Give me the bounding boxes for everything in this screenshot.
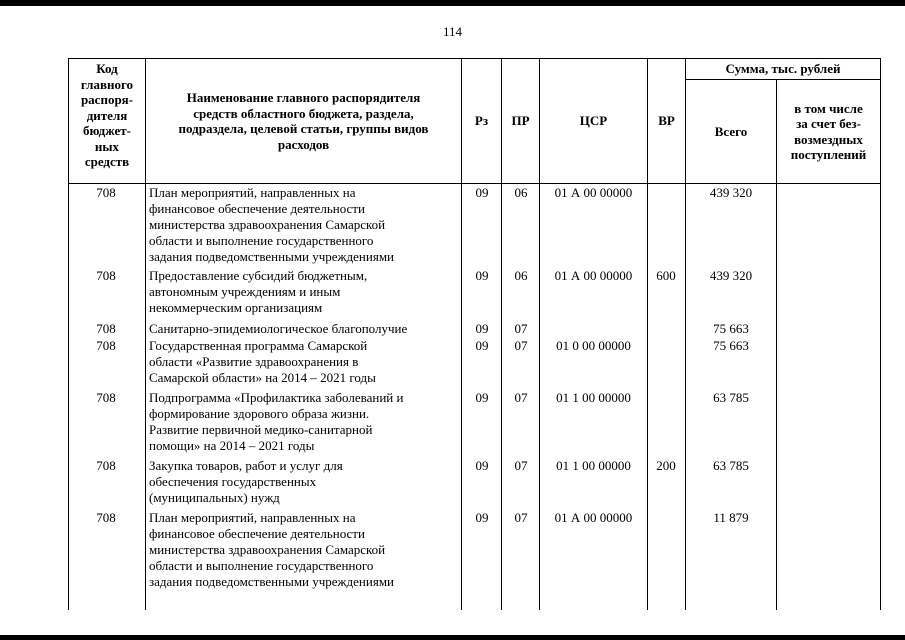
row-csr: 01 0 00 00000 bbox=[556, 338, 631, 353]
row-pr: 07 bbox=[514, 390, 528, 405]
row-name: Закупка товаров, работ и услуг для обеспечения государственных (муниципальных) нужд bbox=[149, 458, 343, 505]
column-divider bbox=[880, 184, 881, 610]
column-divider bbox=[776, 184, 777, 610]
scan-border-bottom bbox=[0, 635, 905, 640]
header-rz: Рз bbox=[474, 113, 489, 129]
header-csr: ЦСР bbox=[579, 113, 608, 129]
row-pr: 06 bbox=[514, 185, 528, 200]
row-code: 708 bbox=[96, 268, 116, 283]
row-code: 708 bbox=[96, 338, 116, 353]
page-number: 114 bbox=[442, 24, 463, 39]
row-rz: 09 bbox=[475, 510, 489, 525]
row-csr: 01 1 00 00000 bbox=[556, 390, 631, 405]
header-pr: ПР bbox=[511, 113, 530, 129]
row-name: План мероприятий, направленных на финансовое обеспечение деятельности министерства здравоохранения Самарской области и выполнение государственного задания подведомственными учреждениями bbox=[149, 185, 395, 264]
row-name: Предоставление субсидий бюджетным, автономным учреждениям и иным некоммерческим организациям bbox=[149, 268, 368, 315]
row-name: Подпрограмма «Профилактика заболеваний и формирование здорового образа жизни. Развитие первичной медико-санитарной помощи» на 2014 – 2021 годы bbox=[149, 390, 404, 453]
row-vr: 200 bbox=[656, 458, 676, 473]
row-total: 63 785 bbox=[713, 390, 749, 405]
header-divider bbox=[880, 58, 881, 184]
header-free-receipts: в том числе за счет без- возмездных поступлений bbox=[790, 100, 867, 162]
row-csr: 01 А 00 00000 bbox=[554, 185, 633, 200]
scan-border-top bbox=[0, 0, 905, 6]
column-divider bbox=[145, 184, 146, 610]
row-pr: 06 bbox=[514, 268, 528, 283]
column-divider bbox=[647, 184, 648, 610]
row-rz: 09 bbox=[475, 268, 489, 283]
row-total: 75 663 bbox=[713, 321, 749, 336]
row-code: 708 bbox=[96, 390, 116, 405]
row-rz: 09 bbox=[475, 321, 489, 336]
row-code: 708 bbox=[96, 185, 116, 200]
header-bottom-border bbox=[68, 183, 880, 184]
row-code: 708 bbox=[96, 458, 116, 473]
row-name: Государственная программа Самарской области «Развитие здравоохранения в Самарской области» на 2014 – 2021 годы bbox=[149, 338, 376, 385]
row-rz: 09 bbox=[475, 390, 489, 405]
row-rz: 09 bbox=[475, 458, 489, 473]
header-vr: ВР bbox=[658, 113, 675, 129]
row-pr: 07 bbox=[514, 510, 528, 525]
row-name: Санитарно-эпидемиологическое благополучие bbox=[149, 321, 408, 336]
row-total: 75 663 bbox=[713, 338, 749, 353]
row-vr: 600 bbox=[656, 268, 676, 283]
header-total: Всего bbox=[714, 123, 748, 139]
row-rz: 09 bbox=[475, 338, 489, 353]
row-csr: 01 1 00 00000 bbox=[556, 458, 631, 473]
row-csr: 01 А 00 00000 bbox=[554, 510, 633, 525]
row-csr: 01 А 00 00000 bbox=[554, 268, 633, 283]
row-total: 439 320 bbox=[709, 268, 753, 283]
row-total: 11 879 bbox=[713, 510, 749, 525]
row-total: 63 785 bbox=[713, 458, 749, 473]
row-rz: 09 bbox=[475, 185, 489, 200]
header-sum-title: Сумма, тыс. рублей bbox=[725, 61, 841, 77]
row-total: 439 320 bbox=[709, 185, 753, 200]
row-code: 708 bbox=[96, 321, 116, 336]
row-pr: 07 bbox=[514, 321, 528, 336]
row-code: 708 bbox=[96, 510, 116, 525]
row-name: План мероприятий, направленных на финансовое обеспечение деятельности министерства здравоохранения Самарской области и выполнение государственного задания подведомственными учреждениями bbox=[149, 510, 395, 589]
header-name: Наименование главного распорядителя средств областного бюджета, раздела, подраздела, целевой статьи, группы видов расходов bbox=[178, 90, 429, 152]
row-pr: 07 bbox=[514, 338, 528, 353]
row-pr: 07 bbox=[514, 458, 528, 473]
header-code: Код главного распоря- дителя бюджет- ных средств bbox=[80, 61, 134, 169]
